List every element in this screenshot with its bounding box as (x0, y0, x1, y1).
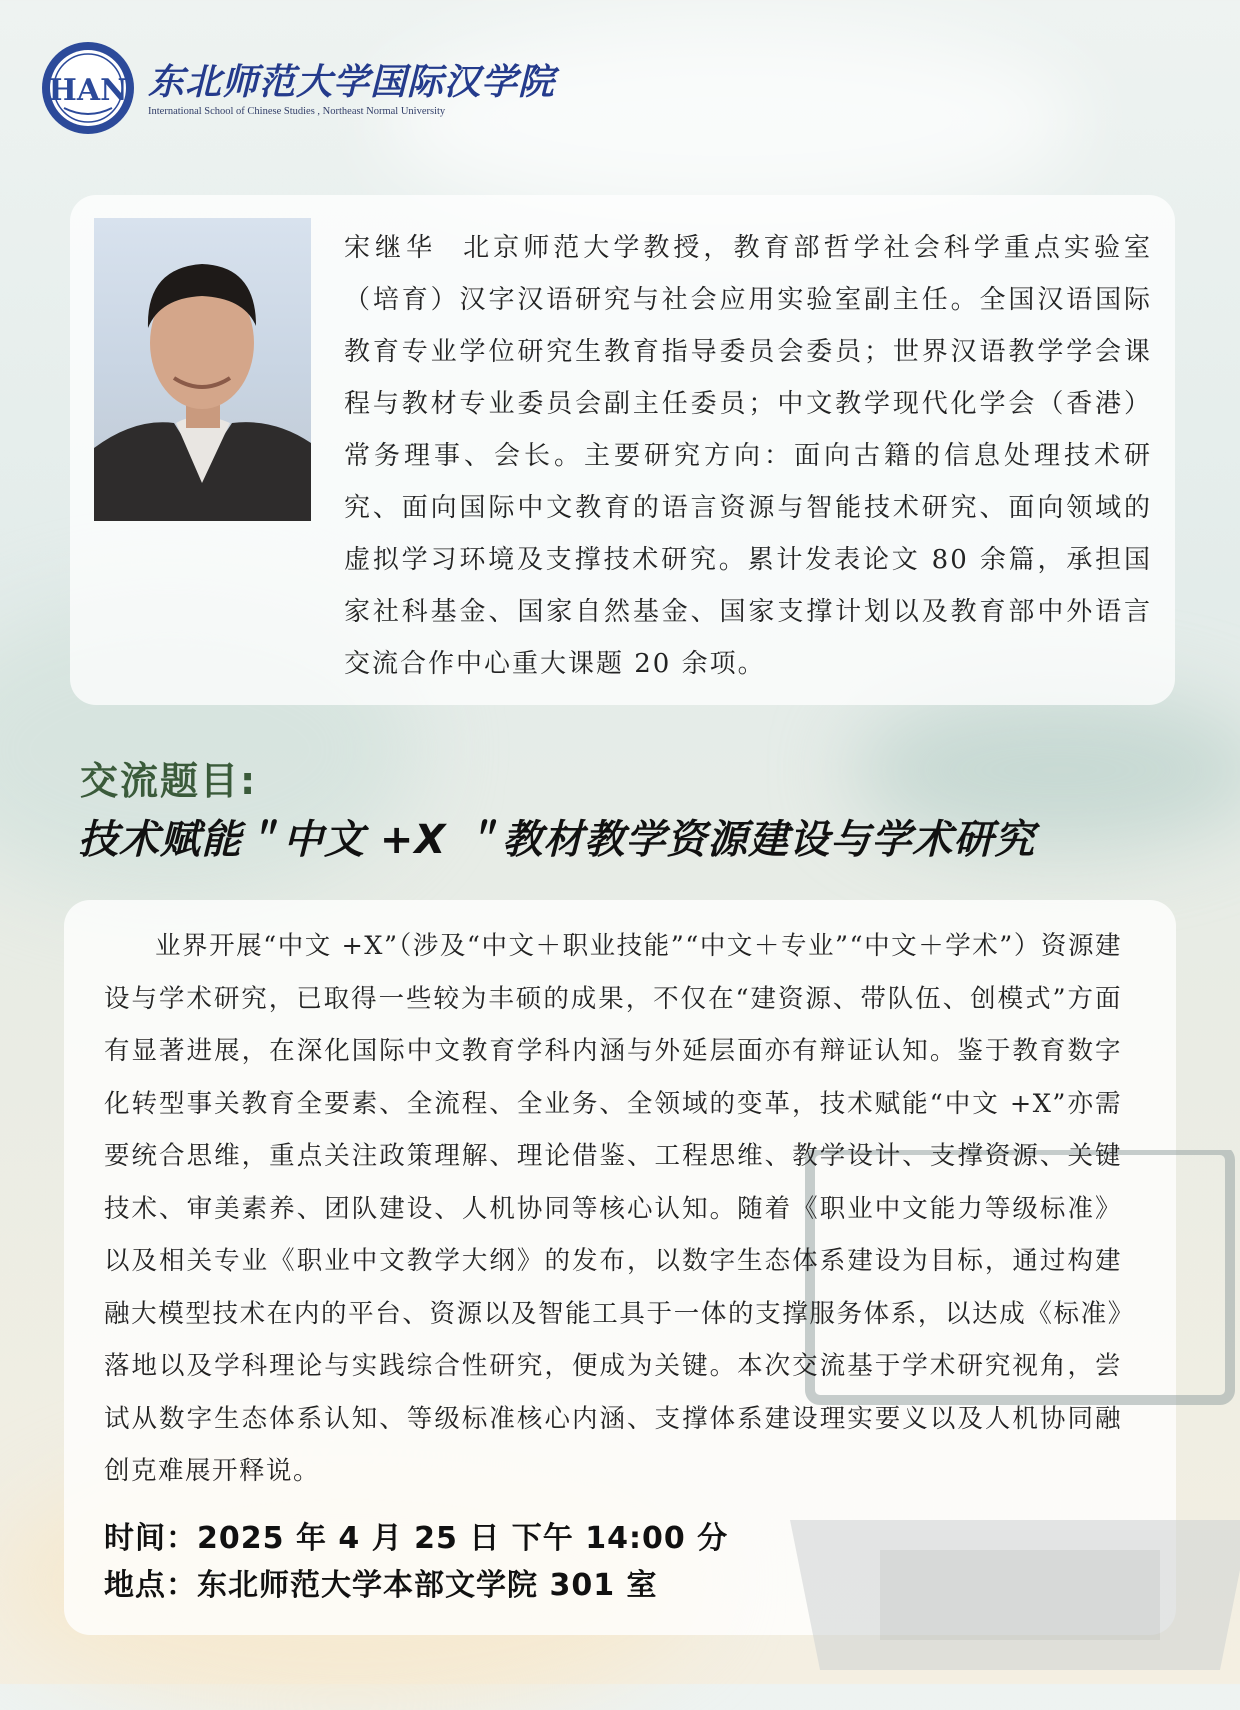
university-seal-logo (40, 40, 136, 136)
topic-label: 交流题目: (80, 759, 258, 803)
seal-letters: HAN (48, 73, 128, 108)
abstract-text: 业界开展“中文 +X”（涉及“中文＋职业技能”“中文＋专业”“中文＋学术”）资源建设与学术研究，已取得一些较为丰硕的成果，不仅在“建资源、带队伍、创模式”方面有显著进展，在深化国际中文教育学科内涵与外延层面亦有辩证认知。鉴于教育数字化转型事关教育全要素、全流程、全业务、全领域的变革，技术赋能“中文 +X”亦需要统合思维，重点关注政策理解、理论借鉴、工程思维、教学设计、支撑资源、关键技术、审美素养、团队建设、人机协同等核心认知。随着《职业中文能力等级标准》以及相关专业《职业中文教学大纲》的发布，以数字生态体系建设为目标，通过构建融大模型技术在内的平台、资源以及智能工具于一体的支撑服务体系，以达成《标准》落地以及学科理论与实践综合性研究，便成为关键。本次交流基于学术研究视角，尝试从数字生态体系认知、等级标准核心内涵、支撑体系建设理实要义以及人机协同融创克难展开释说。 (104, 931, 1122, 1486)
speaker-bio (344, 222, 1152, 690)
speaker-bio-text: 北京师范大学教授，教育部哲学社会科学重点实验室（培育）汉字汉语研究与社会应用实验室副主任。全国汉语国际教育专业学位研究生教育指导委员会委员；世界汉语教学学会课程与教材专业委员会副主任委员；中文教学现代化学会（香港）常务理事、会长。主要研究方向：面向古籍的信息处理技术研究、面向国际中文教育的语言资源与智能技术研究、面向领域的虚拟学习环境及支撑技术研究。累计发表论文 80 余篇，承担国家社科基金、国家自然基金、国家支撑计划以及教育部中外语言交流合作中心重大课题 20 余项。 (344, 233, 1152, 679)
speaker-name: 宋继华 (344, 233, 438, 263)
school-name: 东北师范大学国际汉学院 (148, 60, 556, 103)
header (40, 40, 555, 136)
speaker-photo (94, 218, 311, 521)
topic-title: 技术赋能＂中文 +X ＂教材教学资源建设与学术研究 (78, 817, 1036, 863)
event-place: 地点：东北师范大学本部文学院 301 室 (104, 1568, 658, 1603)
school-name-english: International School of Chinese Studies , Northeast Normal University (148, 105, 446, 117)
event-time: 时间：2025 年 4 月 25 日 下午 14:00 分 (104, 1521, 729, 1556)
